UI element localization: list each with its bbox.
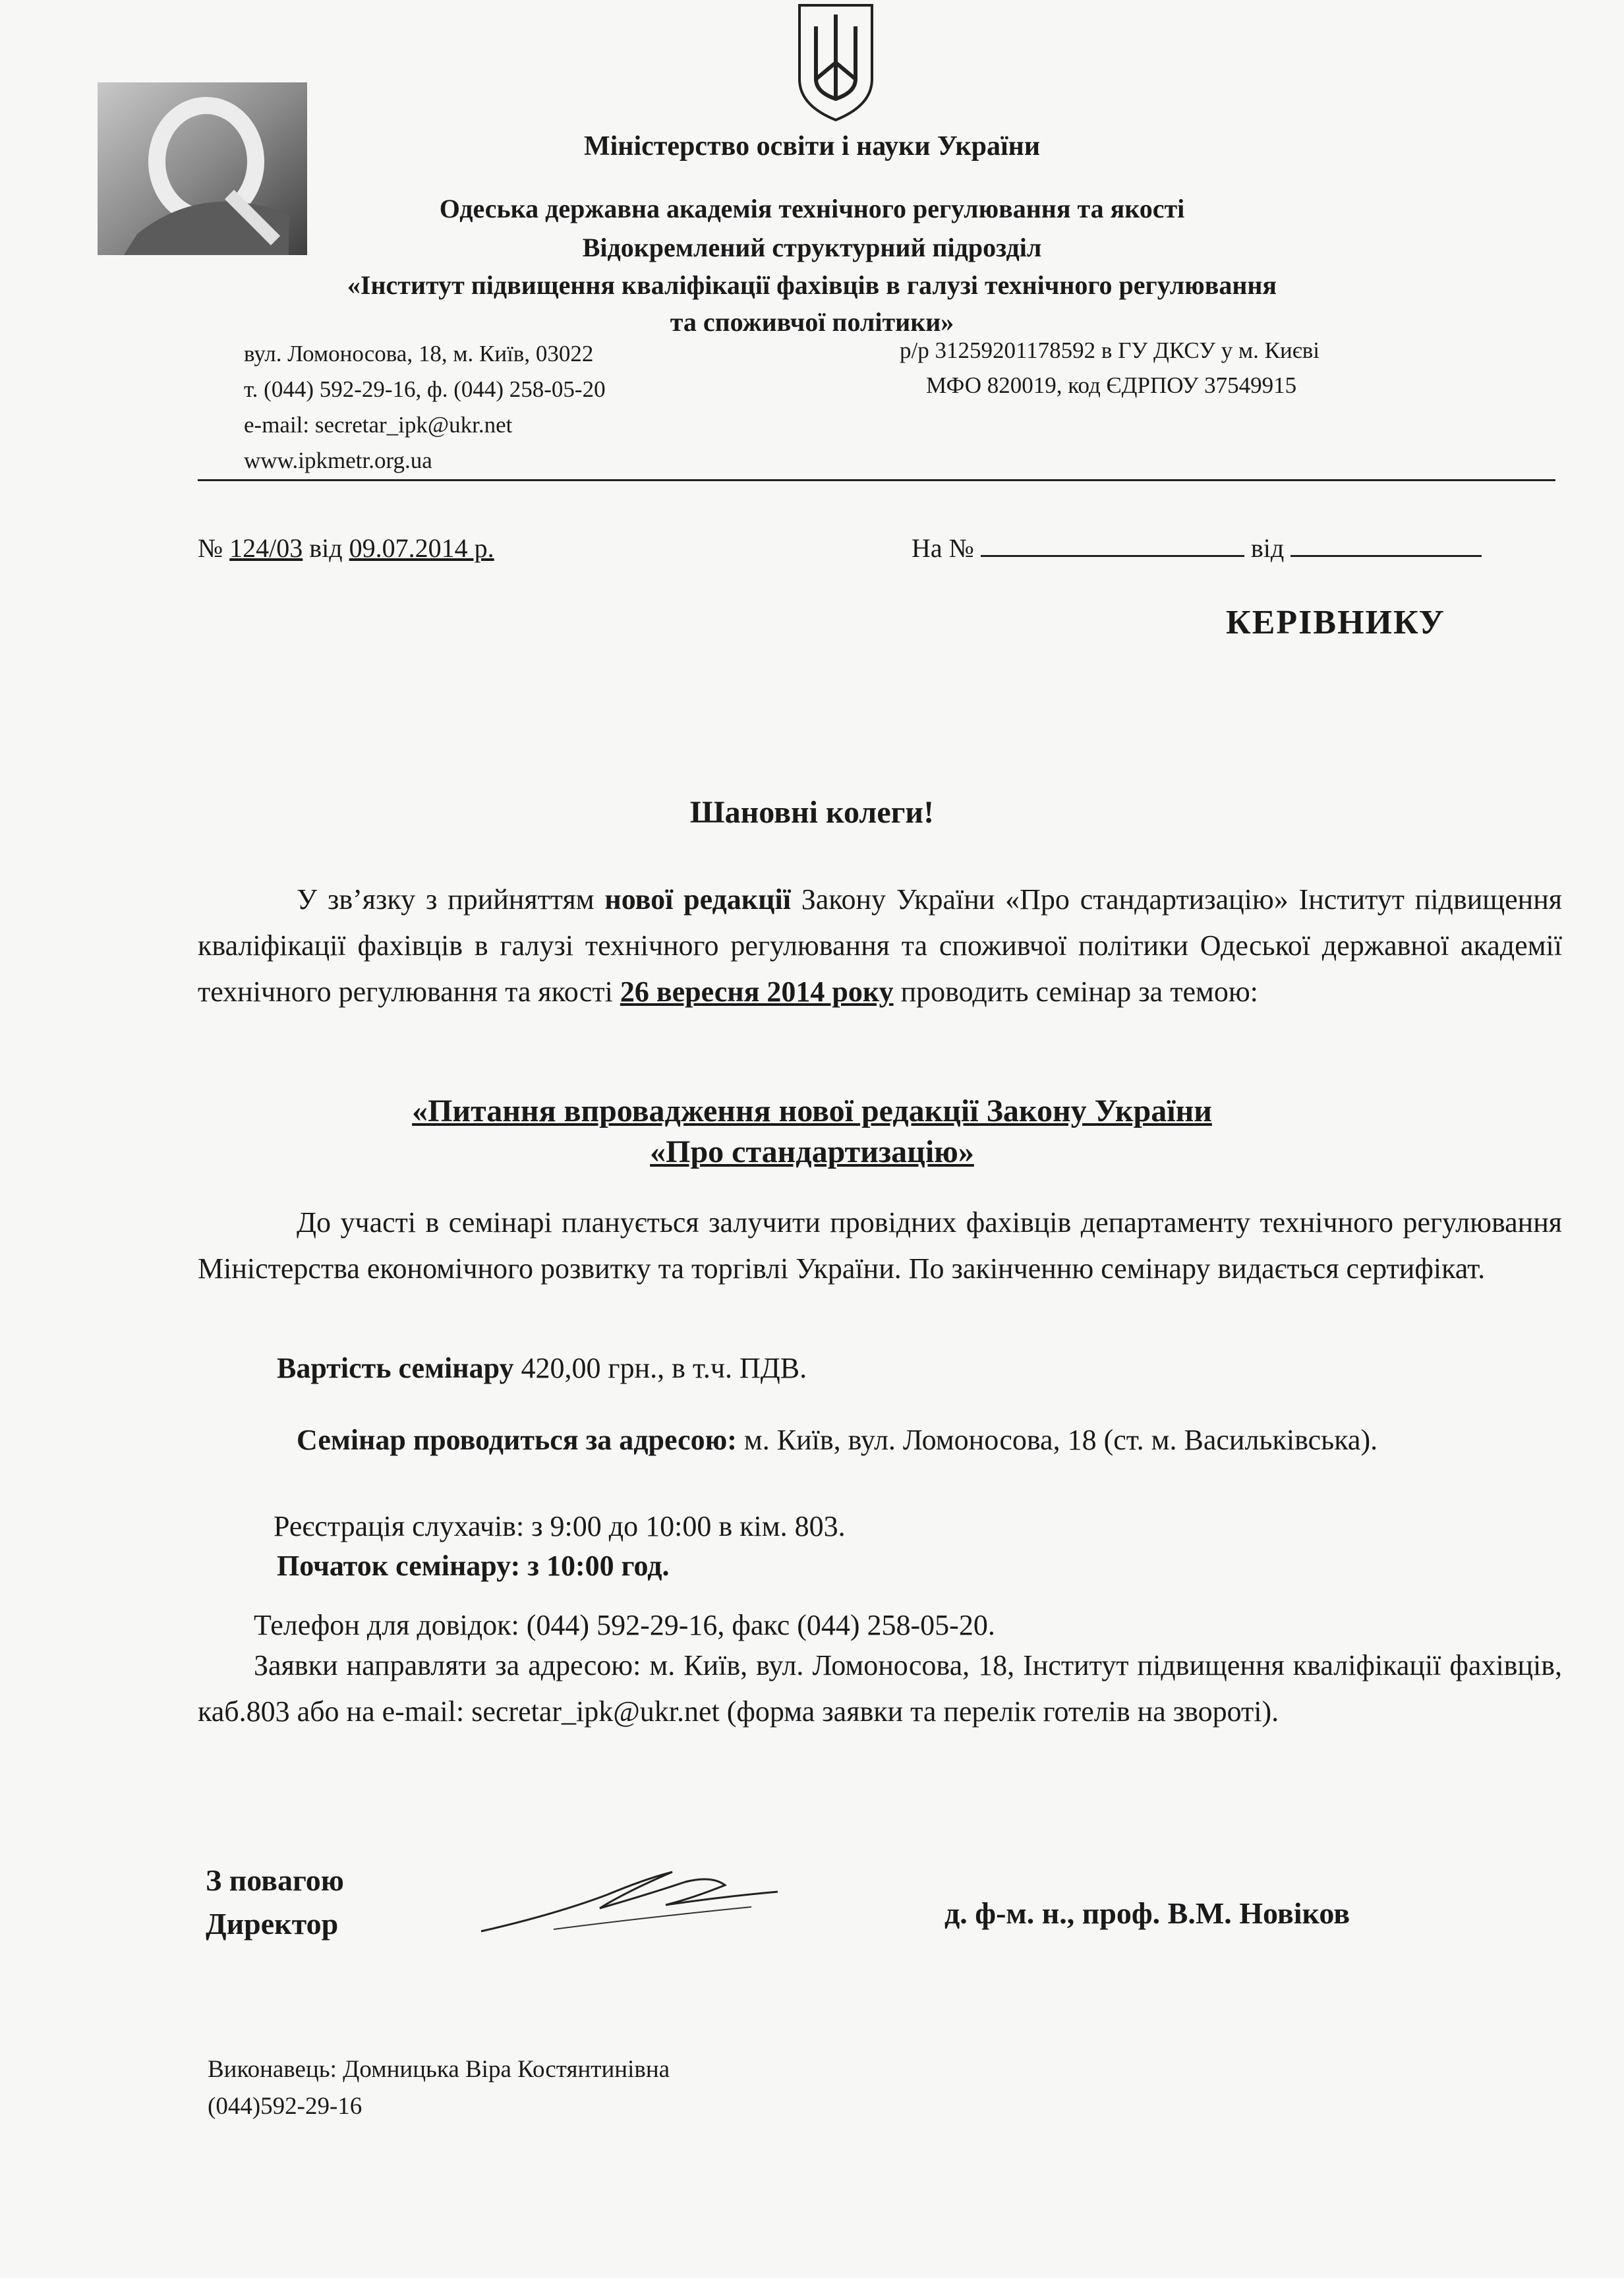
reply-date-blank xyxy=(1290,555,1482,557)
institute-logo-icon xyxy=(98,82,307,255)
phone-fax: т. (044) 592-29-16, ф. (044) 258-05-20 xyxy=(244,376,606,402)
executor xyxy=(208,2051,670,2125)
seminar-cost: Вартість семінару 420,00 грн., в т.ч. ПДВ. xyxy=(277,1352,807,1384)
document-number: 124/03 xyxy=(229,533,303,563)
executor-name: Виконавець: Домницька Віра Костянтинівна xyxy=(208,2056,670,2083)
document-date: 09.07.2014 р. xyxy=(349,533,494,563)
applications-paragraph: Заявки направляти за адресою: м. Київ, вул. Ломоносова, 18, Інститут підвищення кваліфікації фахівців, каб.803 або на e-mail: secretar_ipk@ukr.net (форма заявки та перелік готелів на звороті). xyxy=(198,1649,1562,1728)
signatory-name: д. ф-м. н., проф. В.М. Новіков xyxy=(944,1896,1350,1930)
addressee: КЕРІВНИКУ xyxy=(1226,604,1445,641)
reply-number-blank xyxy=(981,555,1244,557)
incoming-reference: На № від xyxy=(912,533,1482,564)
email: e-mail: secretar_ipk@ukr.net xyxy=(244,412,513,438)
website: www.ipkmetr.org.ua xyxy=(244,448,432,473)
ministry-name: Міністерство освіти і науки України xyxy=(583,131,1041,161)
seminar-date: 26 вересня 2014 року xyxy=(620,976,894,1008)
header-divider xyxy=(198,479,1555,481)
registration-time: Реєстрація слухачів: з 9:00 до 10:00 в кім. 803. xyxy=(274,1510,846,1542)
regards: З повагою xyxy=(206,1863,344,1897)
executor-phone: (044)592-29-16 xyxy=(208,2093,362,2120)
outgoing-number: № 124/03 від 09.07.2014 р. xyxy=(198,533,494,563)
seminar-start: Початок семінару: з 10:00 год. xyxy=(277,1550,670,1582)
institute-name-line2: та споживчої політики» xyxy=(670,307,954,337)
intro-paragraph: У зв’язку з прийняттям нової редакції Закону України «Про стандартизацію» Інститут підвищення кваліфікації фахівців в галузі технічного регулювання та споживчої політики Одеської державної академії технічного регулювання та якості 26 вересня 2014 року проводить семінар за темою: xyxy=(198,883,1563,1008)
mfo-code: МФО 820019, код ЄДРПОУ 37549915 xyxy=(926,372,1297,398)
closing-block xyxy=(206,1859,344,1946)
unit-name: Відокремлений структурний підрозділ xyxy=(582,233,1042,262)
seminar-venue: Семінар проводиться за адресою: м. Київ, вул. Ломоносова, 18 (ст. м. Васильківська). xyxy=(297,1424,1378,1456)
seminar-title: «Питання впровадження нової редакції Закону України «Про стандартизацію» xyxy=(412,1094,1212,1169)
greeting: Шановні колеги! xyxy=(689,795,935,830)
position: Директор xyxy=(206,1907,339,1941)
bank-account: р/р 31259201178592 в ГУ ДКСУ у м. Києві xyxy=(900,337,1320,363)
signature xyxy=(475,1855,784,1941)
institute-name-line1: «Інститут підвищення кваліфікації фахівців в галузі технічного регулювання xyxy=(347,270,1277,300)
academy-name: Одеська державна академія технічного регулювання та якості xyxy=(439,194,1185,223)
participation-paragraph: До участі в семінарі планується залучити провідних фахівців департаменту технічного регулювання Міністерства економічного розвитку та торгівлі України. По закінченню семінару видається сертифікат. xyxy=(198,1206,1562,1285)
trident-emblem-icon xyxy=(790,0,882,125)
postal-address: вул. Ломоносова, 18, м. Київ, 03022 xyxy=(244,341,594,366)
reference-phones: Телефон для довідок: (044) 592-29-16, факс (044) 258-05-20. xyxy=(254,1609,995,1641)
